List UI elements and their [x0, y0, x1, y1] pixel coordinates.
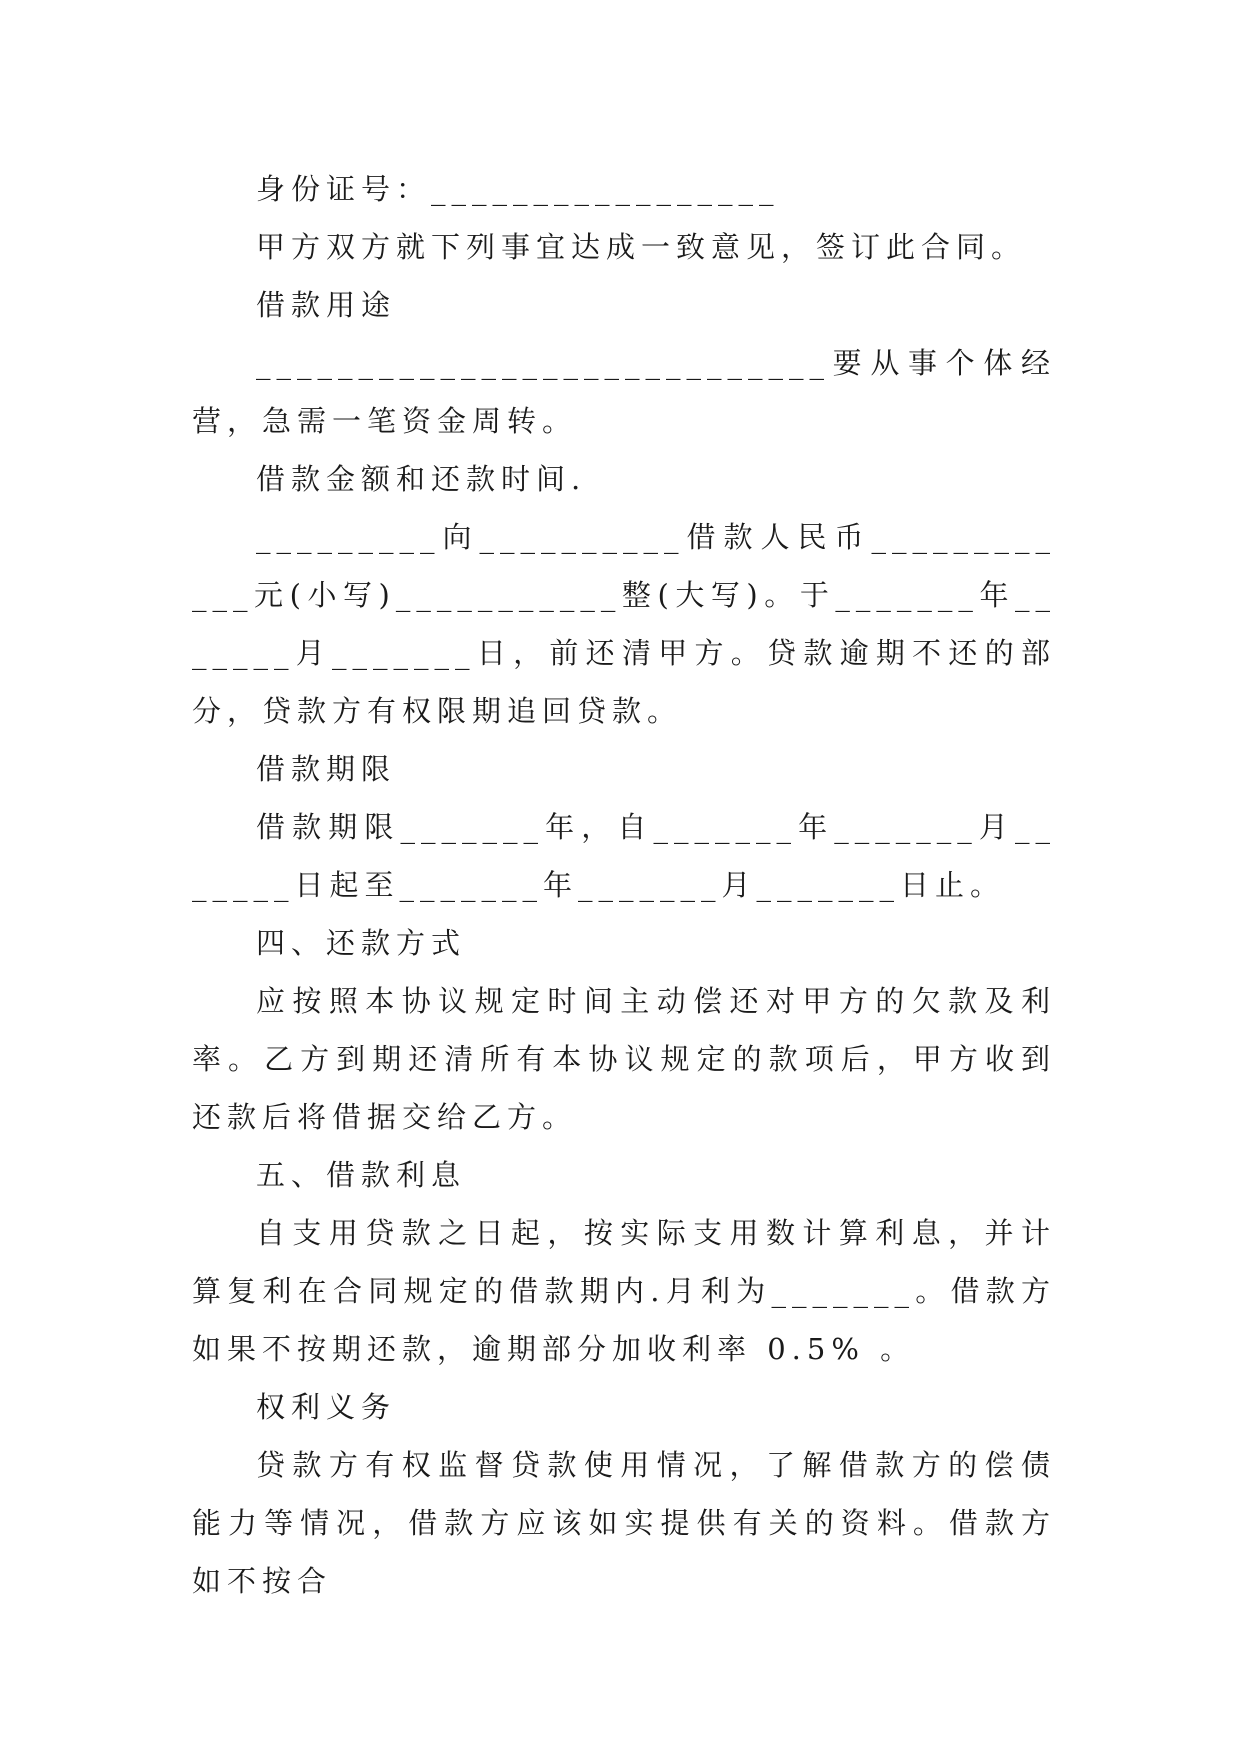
loan-term-text: 借款期限_______年，自_______年_______月_______日起至_______年_______月_______日止。 [192, 810, 1056, 902]
id-number-line: 身份证号：_________________ [256, 172, 780, 206]
amount-and-repayment-text: _________向__________借款人民币____________元(小写)___________整(大写)。于_______年_______月_______日，前还清甲方。贷款逾期不还的部分，贷款方有权限期追回贷款。 [192, 520, 1056, 728]
agreement-intro: 甲方双方就下列事宜达成一致意见，签订此合同。 [256, 230, 1027, 264]
repayment-method-text: 应按照本协议规定时间主动偿还对甲方的欠款及利率。乙方到期还清所有本协议规定的款项后，甲方收到还款后将借据交给乙方。 [192, 984, 1056, 1134]
section-heading-rights-obligations: 权利义务 [256, 1390, 397, 1424]
section-heading-loan-purpose: 借款用途 [256, 288, 397, 322]
loan-purpose-text: ____________________________要从事个体经营，急需一笔资金周转。 [192, 346, 1056, 438]
rights-obligations-text: 贷款方有权监督贷款使用情况，了解借款方的偿债能力等情况，借款方应该如实提供有关的资料。借款方如不按合 [192, 1448, 1056, 1598]
section-heading-loan-term: 借款期限 [256, 752, 397, 786]
section-heading-loan-interest: 五、借款利息 [256, 1158, 467, 1192]
loan-interest-text: 自支用贷款之日起，按实际支用数计算利息，并计算复利在合同规定的借款期内.月利为_______。借款方如果不按期还款，逾期部分加收利率 0.5% 。 [192, 1216, 1056, 1366]
section-heading-repayment-method: 四、还款方式 [256, 926, 467, 960]
contract-body [192, 160, 1056, 1610]
section-heading-amount-and-repayment: 借款金额和还款时间. [256, 462, 587, 496]
